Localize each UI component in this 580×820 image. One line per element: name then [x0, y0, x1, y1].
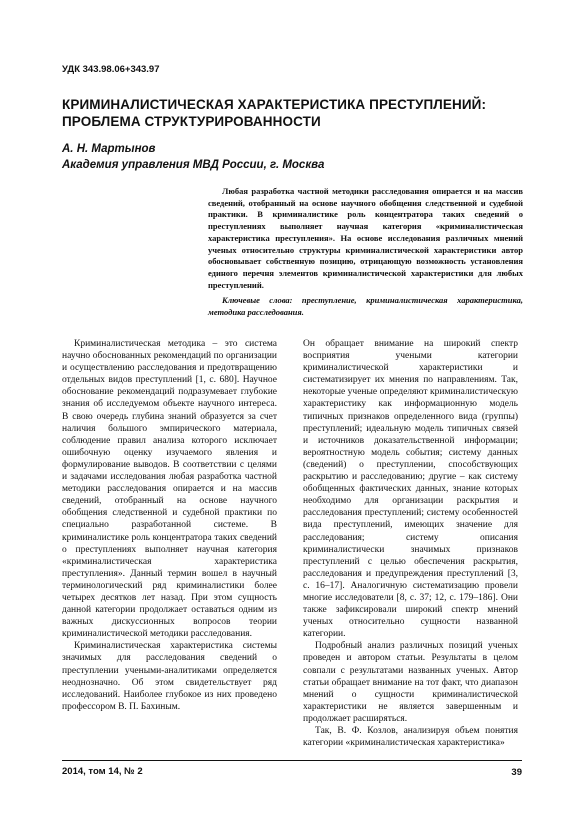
body-right-column: [303, 338, 518, 762]
article-title: КРИМИНАЛИСТИЧЕСКАЯ ХАРАКТЕРИСТИКА ПРЕСТУПЛЕНИЙ: ПРОБЛЕМА СТРУКТУРИРОВАННОСТИ: [62, 97, 487, 129]
udk-code: УДК 343.98.06+343.97: [62, 64, 160, 75]
author-affiliation: Академия управления МВД России, г. Москва: [62, 159, 325, 171]
journal-issue: 2014, том 14, № 2: [62, 766, 143, 777]
page-number: 39: [511, 767, 522, 778]
abstract: Любая разработка частной методики расследования опирается и на массив сведений, отобранный на основе научного обобщения следственной и судебной практики. В криминалистике роль концентратора таких сведений о преступлениях выполняет научная категория «криминалистическая характеристика преступления». На основе исследования различных мнений ученых относительно структуры криминалистической характеристики автор обосновывает собственную позицию, отрицающую возможность установления единого перечня элементов криминалистической характеристики для любых преступлений.: [208, 186, 523, 290]
body-paragraph: Криминалистическая методика – это система научно обоснованных рекомендаций по организации и осуществлению расследования и предотвращению отдельных видов преступлений [1, с. 680]. Научное обоснование рекомендаций подразумевает глубокие знания об исследуемом объекте научного интереса. В свою очередь глубина знаний образуется за счет наличия большого эмпирического материала, соблюдение правил анализа которого исключает ошибочную оценку изучаемого явления и формулирование выводов. В соответствии с целями и задачами исследования любая разработка частной методики расследования опирается и на массив сведений, отобранный на основе научного обобщения следственной и судебной практики по специально разработанной системе. В криминалистике роль концентратора таких сведений о преступлениях выполняет научная категория «криминалистическая характеристика преступления». Данный термин вошел в научный терминологический ряд криминалистики более четырех десятков лет назад. При этом сущность данной категории продолжает оставаться одним из важных дискуссионных вопросов теории криминалистической методики расследования.: [62, 339, 277, 640]
footer-divider: [62, 760, 522, 761]
author-name: А. Н. Мартынов: [62, 143, 156, 155]
keywords: Ключевые слова: преступление, криминалистическая характеристика, методика расследования.: [208, 295, 523, 317]
body-paragraph: Подробный анализ различных позиций ученых проведен и автором статьи. Результаты в целом совпали с результатами названных ученых. Автор статьи обращает внимание на тот факт, что диапазон мнений о сущности криминалистической характеристики не является завершенным и продолжает расширяться.: [303, 641, 518, 724]
body-paragraph: Он обращает внимание на широкий спектр восприятия учеными категории криминалистической характеристики и систематизирует их мнения по направлениям. Так, некоторые ученые определяют криминалистическую характеристику как информационную модель типичных признаков определенного вида (группы) преступлений; идеальную модель типичных связей и источников доказательственной информации; вероятностную модель события; систему данных (сведений) о преступлении, способствующих раскрытию и расследованию; другие – как систему обобщенных фактических данных, знание которых необходимо для организации раскрытия и расследования преступлений; систему особенностей вида преступлений, имеющих значение для расследования; систему описания криминалистически значимых признаков преступлений с целью обеспечения раскрытия, расследования и предупреждения преступлений [3, с. 16–17]. Аналогичную систематизацию провели многие исследователи [8, с. 37; 12, с. 179–186]. Они также зафиксировали широкий спектр мнений ученых относительно сущности названной категории.: [303, 339, 518, 640]
body-paragraph: Криминалистическая характеристика системы значимых для расследования сведений о преступлении учеными-аналитиками определяется неоднозначно. Об этом свидетельствует ряд исследований. Наиболее глубокое из них проведено профессором В. П. Бахиным.: [62, 641, 277, 712]
body-left-column: [62, 338, 277, 762]
body-paragraph: Так, В. Ф. Козлов, анализируя объем понятия категории «криминалистическая характеристика»: [303, 726, 518, 749]
